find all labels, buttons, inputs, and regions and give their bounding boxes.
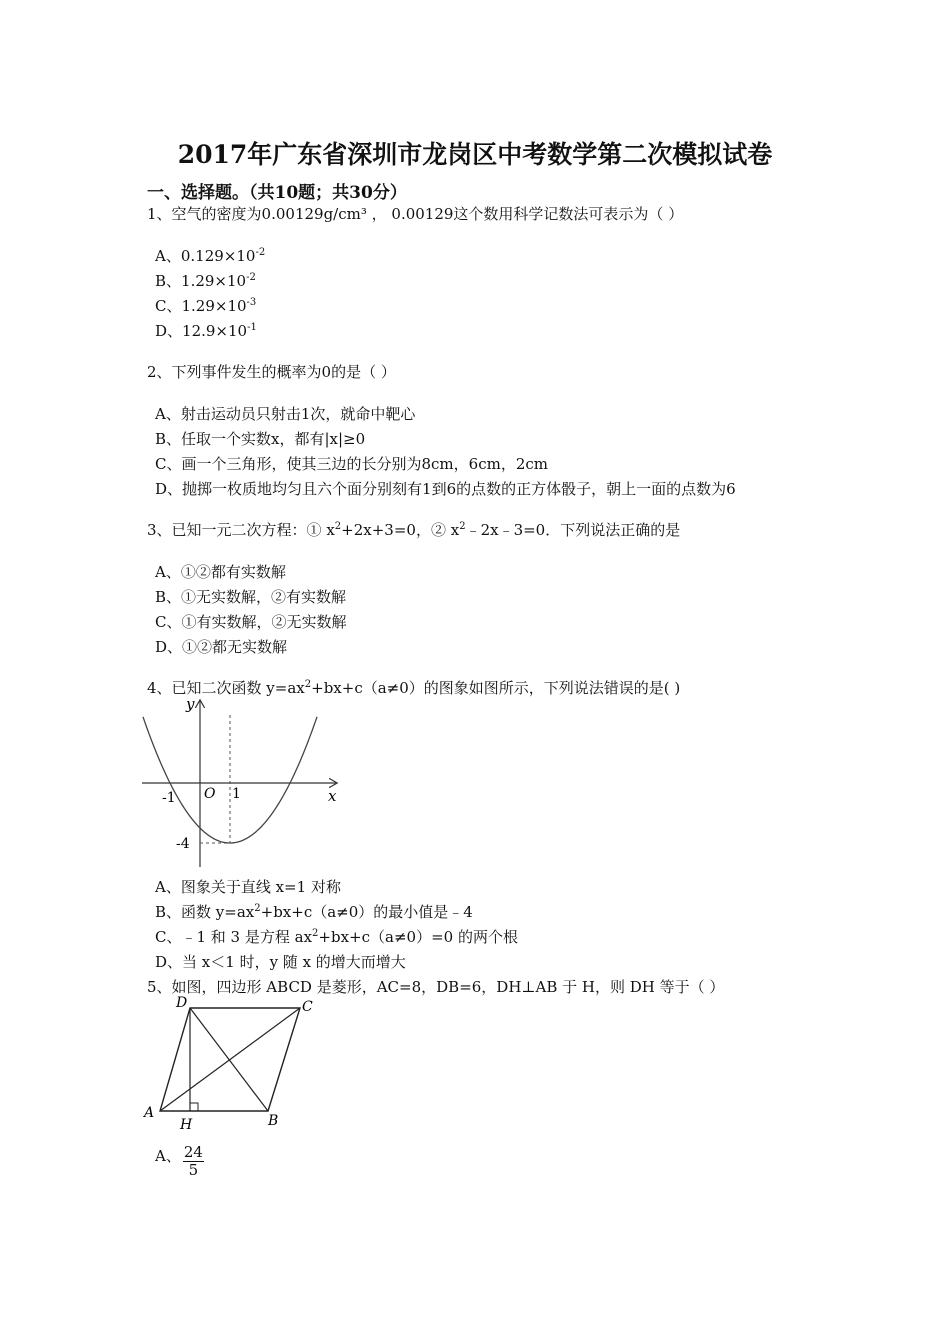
q4-option-d[interactable]: D、当 x＜1 时，y 随 x 的增大而增大	[155, 953, 406, 971]
y-axis-label: y	[186, 695, 195, 713]
q1-option-d[interactable]: D、$12.9\times 10^{-1}$	[155, 322, 257, 340]
diagonal-ac	[160, 1008, 300, 1111]
parabola-graph	[140, 695, 345, 870]
section-heading: 一、选择题。（共10题；共30分）	[147, 183, 407, 203]
x-axis-label: x	[328, 787, 337, 805]
q3-option-a[interactable]: A、①②都有实数解	[155, 563, 286, 581]
q2-option-b[interactable]: B、任取一个实数x，都有|x|≥0	[155, 430, 366, 448]
q1-option-c[interactable]: C、$1.29\times 10^{-3}$	[155, 297, 257, 315]
right-angle-mark	[190, 1103, 198, 1111]
fraction: $\frac{24}{5}$	[183, 1143, 203, 1179]
q4-option-a[interactable]: A、图象关于直线 x=1 对称	[155, 878, 341, 896]
q5-stem: 5、如图，四边形 ABCD 是菱形，AC=8，DB=6，DH⊥AB 于 H，则 DH 等于（ ）	[147, 978, 725, 996]
q3-stem: 3、已知一元二次方程：① $x^2+2x+3=0$，② $x^2﹣2x﹣3=0$．下列说法正确的是	[147, 521, 681, 539]
q3-option-b[interactable]: B、①无实数解，②有实数解	[155, 588, 347, 606]
page-title: 2017年广东省深圳市龙岗区中考数学第二次模拟试卷	[177, 140, 773, 169]
q4-option-c[interactable]: C、﹣1 和 3 是方程 $ax^2+bx+c(a\ne 0)=0$ 的两个根	[155, 928, 518, 946]
label-c: C	[302, 999, 313, 1015]
tick-label-neg4: -4	[176, 836, 190, 852]
q4-option-b[interactable]: B、函数 $y=ax^2+bx+c(a\ne 0)$的最小值是﹣4	[155, 903, 473, 921]
q1-option-b[interactable]: B、$1.29\times 10^{-2}$	[155, 272, 256, 290]
q2-option-c[interactable]: C、画一个三角形，使其三边的长分别为8cm，6cm，2cm	[155, 455, 548, 473]
label-a: A	[144, 1105, 155, 1121]
label-b: B	[268, 1113, 279, 1129]
q2-option-d[interactable]: D、抛掷一枚质地均匀且六个面分别刻有1到6的点数的正方体骰子，朝上一面的点数为6	[155, 480, 736, 498]
tick-label-1: 1	[232, 786, 241, 802]
q3-option-c[interactable]: C、①有实数解，②无实数解	[155, 613, 347, 631]
tick-label-neg1: -1	[162, 790, 176, 806]
q5-option-a[interactable]: A、 $\frac{24}{5}$	[155, 1143, 203, 1179]
diagonal-db	[190, 1008, 268, 1111]
rhombus-figure	[140, 993, 325, 1133]
q2-option-a[interactable]: A、射击运动员只射击1次，就命中靶心	[155, 405, 416, 423]
q4-stem: 4、已知二次函数 $y=ax^2+bx+c(a\ne 0)$的图象如图所示，下列说法错误的是( )	[147, 679, 681, 697]
origin-label: O	[204, 786, 216, 802]
q1-option-a[interactable]: A、$0.129\times 10^{-2}$	[155, 247, 266, 265]
label-h: H	[180, 1117, 193, 1133]
label-d: D	[176, 995, 188, 1011]
q1-stem: 1、空气的密度为0.00129g/cm³ ， 0.00129这个数用科学记数法可表示为（ ）	[147, 205, 684, 223]
q2-stem: 2、下列事件发生的概率为0的是（ ）	[147, 363, 396, 381]
q3-option-d[interactable]: D、①②都无实数解	[155, 638, 288, 656]
